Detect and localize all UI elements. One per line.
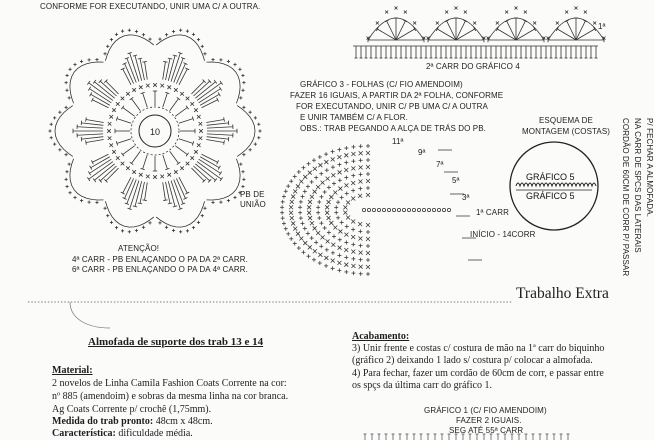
size-value: 48cm x 48cm. xyxy=(155,416,213,427)
assembly-title-1: ESQUEMA DE xyxy=(539,116,593,125)
leaf-row-1: 1ª CARR xyxy=(476,208,510,217)
finish-2: 4) Para fechar, fazer um cordão de 60cm de corr, e passar entre xyxy=(352,368,604,379)
assembly-diagram xyxy=(506,138,602,234)
flower-note-1: 4ª CARR - PB ENLAÇANDO O PA DA 2ª CARR. xyxy=(72,255,248,264)
leaf-row-3: 3ª xyxy=(462,193,470,202)
leaf-line-3: FOR EXECUTANDO, UNIR C/ PB UMA C/ A OUTRA xyxy=(296,102,488,111)
flower-side-label-2: UNIÃO xyxy=(240,200,266,209)
chart1-line-2: FAZER 2 IGUAIS. xyxy=(456,416,522,425)
assembly-side-note-1: CORDÃO DE 60CM DE CORR P/ PASSAR xyxy=(621,118,630,277)
leaf-chart xyxy=(288,130,478,300)
article-heading: Almofada de suporte dos trab 13 e 14 xyxy=(88,336,264,348)
section-title: Trabalho Extra xyxy=(516,285,609,302)
finish-1: 3) Unir frente e costas c/ costura de mão na 1ª carr do biquinho xyxy=(352,343,605,354)
flower-side-label-1: PB DE xyxy=(240,190,265,199)
feature-value: dificuldade média. xyxy=(118,428,193,439)
finish-label: Acabamento: xyxy=(352,331,410,342)
border-row-number: 1ª xyxy=(598,22,606,31)
assembly-side-note-3: P/ FECHAR A ALMOFADA. xyxy=(645,118,654,218)
chart1-top-stitches xyxy=(360,432,580,440)
feature-label: Característica: xyxy=(52,428,116,439)
flower-attention: ATENÇÃO! xyxy=(118,244,160,253)
border-chart xyxy=(348,0,610,62)
finish-2b: os spçs da última carr do gráfico 1. xyxy=(352,380,492,391)
flower-center-label: 10 xyxy=(150,127,161,137)
chart1-line-1: GRÁFICO 1 (C/ FIO AMENDOIM) xyxy=(424,406,547,415)
material-line-1: 2 novelos de Linha Camila Fashion Coats Corrente na cor: xyxy=(52,378,287,389)
finish-1b: (gráfico 2) deixando 1 lado s/ costura p/ colocar a almofada. xyxy=(352,355,593,366)
material-line-2: nº 885 (amendoim) e sobras da mesma linha na cor branca. xyxy=(52,391,289,402)
material-label: Material: xyxy=(52,365,93,376)
assembly-title-2: MONTAGEM (COSTAS) xyxy=(522,127,611,136)
size-label: Medida do trab pronto: xyxy=(52,416,154,427)
leaf-row-7: 7ª xyxy=(436,160,444,169)
material-line-3: Ag Coats Corrente p/ crochê (1,75mm). xyxy=(52,404,212,415)
top-left-note: CONFORME FOR EXECUTANDO, UNIR UMA C/ A OUTRA. xyxy=(40,2,261,11)
feature-line xyxy=(52,427,193,440)
assembly-side-note-2: NA CARR DE SPCS DAS LATERAIS xyxy=(633,118,642,253)
leaf-start-label: INÍCIO - 14CORR xyxy=(470,230,536,239)
assembly-bottom-label: GRÁFICO 5 xyxy=(526,191,575,201)
leaf-row-5: 5ª xyxy=(452,176,460,185)
leaf-line-5: OBS.: TRAB PEGANDO A ALÇA DE TRÁS DO PB. xyxy=(300,124,486,133)
leaf-title: GRÁFICO 3 - FOLHAS (C/ FIO AMENDOIM) xyxy=(300,80,463,89)
leaf-row-9: 9ª xyxy=(418,148,426,157)
leaf-row-11: 11ª xyxy=(392,137,404,146)
leaf-line-4: E UNIR TAMBÉM C/ A FLOR. xyxy=(300,113,408,122)
assembly-top-label: GRÁFICO 5 xyxy=(526,172,575,182)
flower-note-2: 6ª CARR - PB ENLAÇANDO O PA DA 4ª CARR. xyxy=(72,265,248,274)
border-chart-label: 2ª CARR DO GRÁFICO 4 xyxy=(426,62,520,71)
chart1-line-3: SEG ATÉ 55ª CARR xyxy=(449,426,524,435)
leaf-line-2: FAZER 16 IGUAIS, A PARTIR DA 2ª FOLHA, CONFORME xyxy=(290,91,504,100)
